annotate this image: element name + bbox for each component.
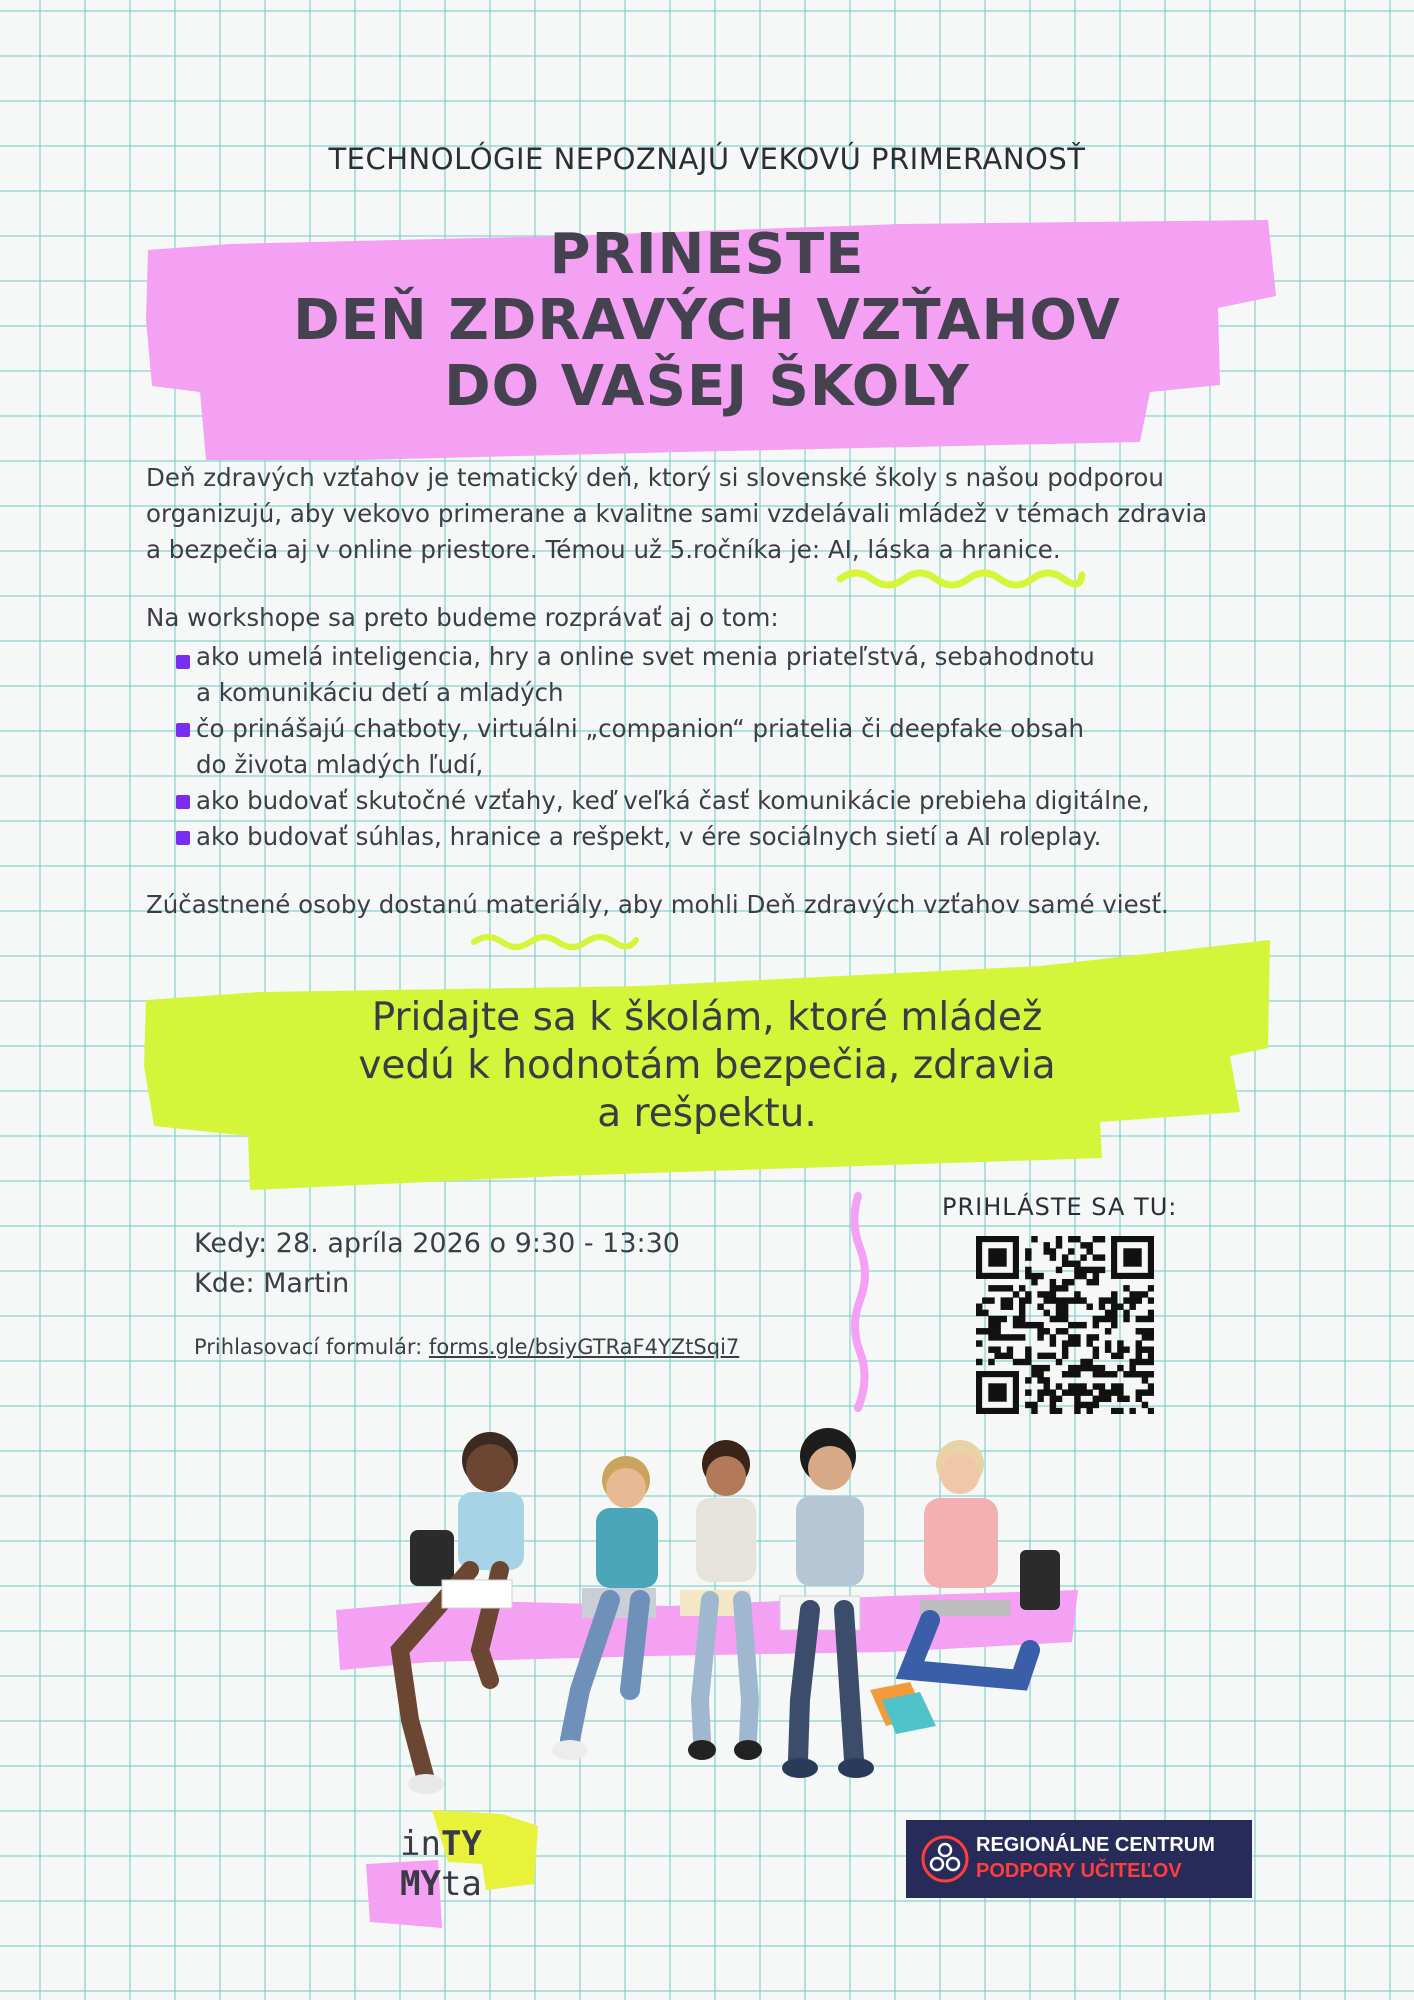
intymyta-logo-line-2	[400, 1864, 482, 1904]
bullet-3-line-1: ako budovať skutočné vzťahy, keď veľká časť komunikácie prebieha digitálne,	[196, 786, 1150, 815]
square-bullet-icon	[176, 655, 190, 669]
bullet-2-line-1: čo prinášajú chatboty, virtuálni „companion“ priatelia či deepfake obsah	[196, 714, 1085, 743]
square-bullet-icon	[176, 723, 190, 737]
rcpu-emblem-icon	[920, 1834, 970, 1884]
signup-form-row	[194, 1335, 739, 1359]
rcpu-logo	[906, 1820, 1252, 1898]
squiggle-underline-topic	[836, 565, 1086, 591]
logo-text-in: in	[400, 1824, 441, 1864]
kicker-heading: TECHNOLÓGIE NEPOZNAJÚ VEKOVÚ PRIMERANOSŤ	[328, 142, 1086, 176]
logo-text-my: MY	[400, 1864, 441, 1904]
event-when: Kedy: 28. apríla 2026 o 9:30 - 13:30	[194, 1228, 680, 1259]
title-line-2: DEŇ ZDRAVÝCH VZŤAHOV	[293, 288, 1121, 353]
logo-text-ta: ta	[440, 1864, 482, 1904]
callout-line-2: vedú k hodnotám bezpečia, zdravia	[358, 1043, 1056, 1088]
logo-text-ty: TY	[440, 1824, 482, 1864]
wavy-divider	[846, 1192, 876, 1414]
closing-sentence: Zúčastnené osoby dostanú materiály, aby mohli Deň zdravých vzťahov samé viesť.	[146, 890, 1169, 919]
square-bullet-icon	[176, 831, 190, 845]
rcpu-logo-line-2: PODPORY UČITEĽOV	[976, 1860, 1182, 1882]
qr-code-icon[interactable]	[976, 1236, 1154, 1414]
title-line-3: DO VAŠEJ ŠKOLY	[444, 354, 970, 419]
intro-paragraph	[146, 460, 1286, 568]
callout-line-1: Pridajte sa k školám, ktoré mládež	[371, 995, 1043, 1040]
bullet-2-line-2: do života mladých ľudí,	[196, 750, 484, 779]
event-where: Kde: Martin	[194, 1268, 350, 1299]
intymyta-logo-line-1	[400, 1824, 482, 1864]
callout-line-3: a rešpektu.	[597, 1091, 817, 1136]
intro-line-2: organizujú, aby vekovo primerane a kvalitne sami vzdelávali mládež v témach zdravia	[146, 499, 1208, 528]
signup-form-link[interactable]: forms.gle/bsiyGTRaF4YZtSqi7	[428, 1335, 740, 1359]
bullet-1-line-1: ako umelá inteligencia, hry a online svet menia priateľstvá, sebahodnotu	[196, 642, 1095, 671]
intro-line-3: a bezpečia aj v online priestore. Témou už 5.ročníka je: AI, láska a hranice.	[146, 535, 1061, 564]
signup-qr-label: PRIHLÁSTE SA TU:	[942, 1193, 1178, 1221]
title-line-1: PRINESTE	[549, 222, 865, 287]
signup-form-label: Prihlasovací formulár:	[194, 1335, 429, 1359]
rcpu-logo-line-1: REGIONÁLNE CENTRUM	[976, 1834, 1215, 1856]
bullet-4-line-1: ako budovať súhlas, hranice a rešpekt, v ére sociálnych sietí a AI roleplay.	[196, 822, 1102, 851]
square-bullet-icon	[176, 795, 190, 809]
students-photo	[330, 1400, 1090, 1810]
bullet-1-line-2: a komunikáciu detí a mladých	[196, 678, 564, 707]
intro-line-1: Deň zdravých vzťahov je tematický deň, ktorý si slovenské školy s našou podporou	[146, 463, 1164, 492]
workshop-heading: Na workshope sa preto budeme rozprávať aj o tom:	[146, 603, 779, 632]
